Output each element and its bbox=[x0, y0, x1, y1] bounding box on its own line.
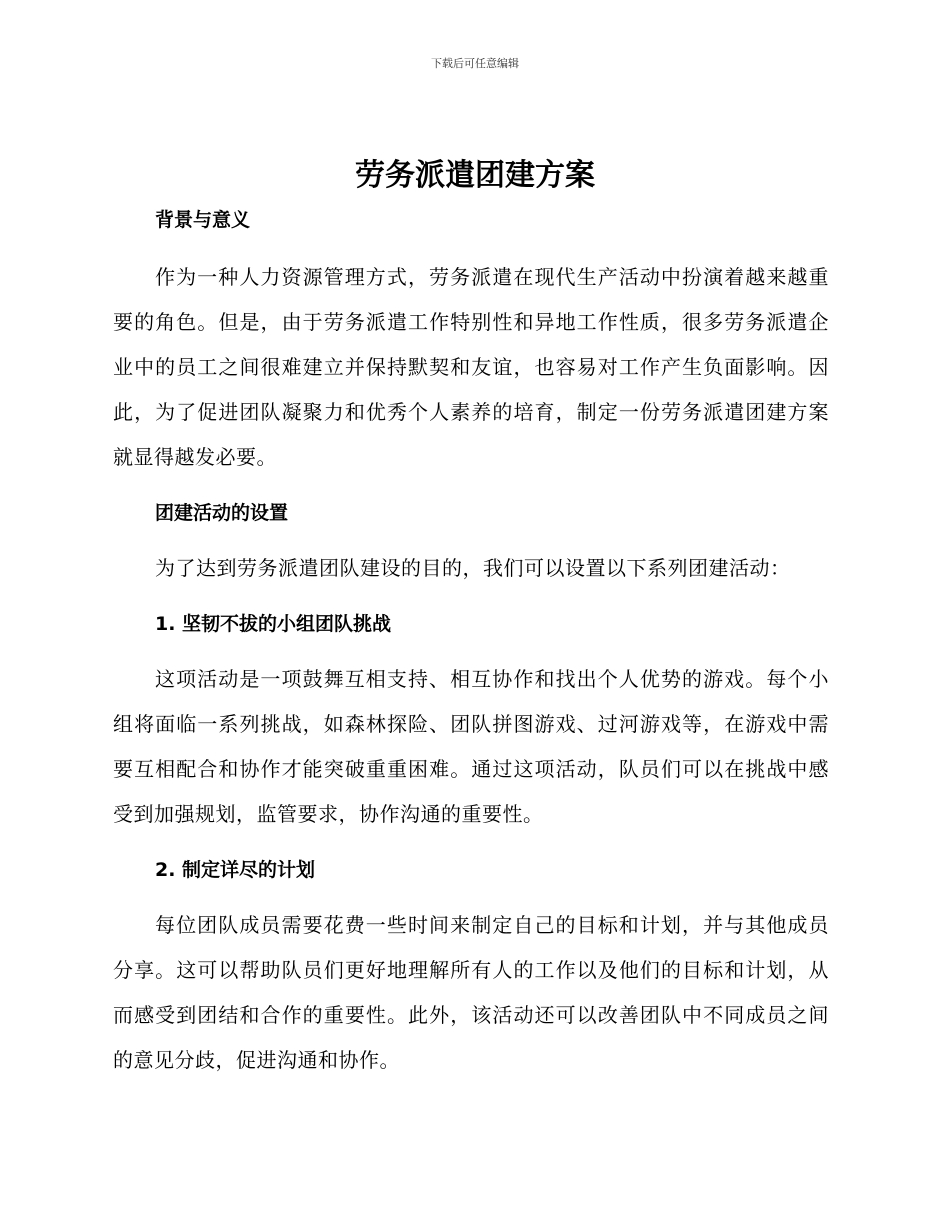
paragraph-background: 作为一种人力资源管理方式，劳务派遣在现代生产活动中扮演着越来越重要的角色。但是，由于劳务派遣工作特别性和异地工作性质，很多劳务派遣企业中的员工之间很难建立并保持默契和友谊，也容易对工作产生负面影响。因此，为了促进团队凝聚力和优秀个人素养的培育，制定一份劳务派遣团建方案就显得越发必要。 bbox=[113, 265, 829, 469]
header-note: 下载后可任意编辑 bbox=[431, 57, 519, 70]
document-title: 劳务派遣团建方案 bbox=[355, 158, 595, 193]
section-heading-activities: 团建活动的设置 bbox=[155, 502, 289, 524]
section-heading-item2: 2. 制定详尽的计划 bbox=[155, 859, 316, 881]
paragraph-item1: 这项活动是一项鼓舞互相支持、相互协作和找出个人优势的游戏。每个小组将面临一系列挑战，如森林探险、团队拼图游戏、过河游戏等，在游戏中需要互相配合和协作才能突破重重困难。通过这项活动，队员们可以在挑战中感受到加强规划，监管要求，协作沟通的重要性。 bbox=[113, 667, 829, 826]
paragraph-activities-intro: 为了达到劳务派遣团队建设的目的，我们可以设置以下系列团建活动： bbox=[155, 556, 791, 580]
section-heading-item1: 1. 坚韧不拔的小组团队挑战 bbox=[155, 613, 392, 635]
section-heading-background: 背景与意义 bbox=[155, 209, 251, 231]
document-body bbox=[113, 205, 829, 1083]
paragraph-item2: 每位团队成员需要花费一些时间来制定自己的目标和计划，并与其他成员分享。这可以帮助队员们更好地理解所有人的工作以及他们的目标和计划，从而感受到团结和合作的重要性。此外，该活动还可以改善团队中不同成员之间的意见分歧，促进沟通和协作。 bbox=[113, 913, 829, 1072]
